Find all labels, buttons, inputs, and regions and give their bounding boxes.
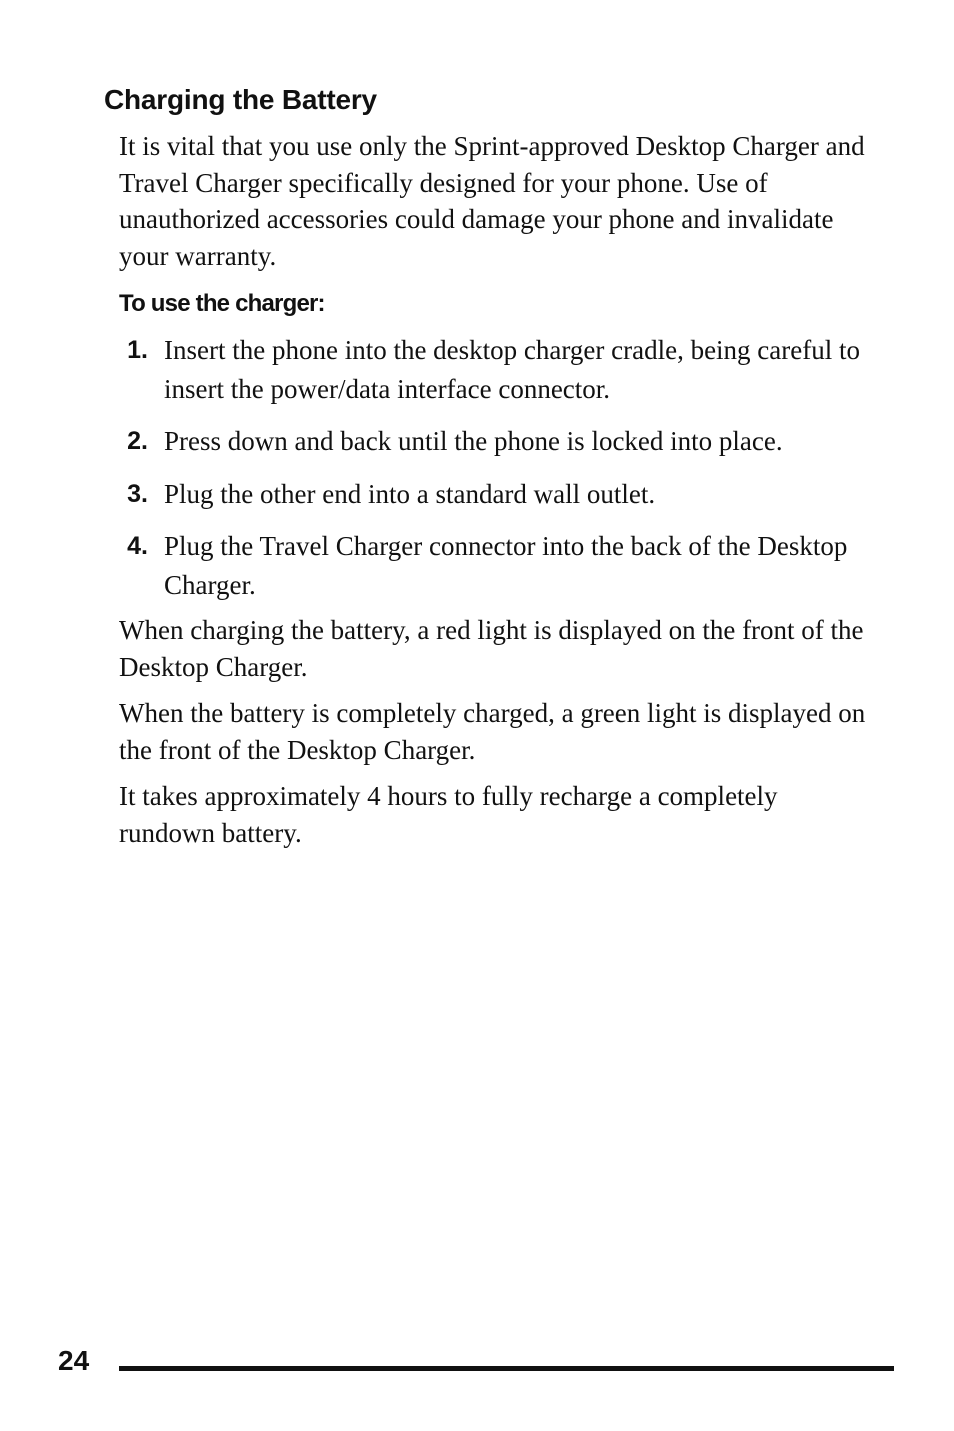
footer-rule — [119, 1366, 894, 1371]
step-text: Insert the phone into the desktop charger cradle, being careful to insert the power/data interface connector. — [164, 335, 860, 404]
page-number: 24 — [58, 1345, 90, 1376]
intro-paragraph: It is vital that you use only the Sprint-approved Desktop Charger and Travel Charger specifically designed for your phone. Use of unauthorized accessories could damage your phone and invalidate your warranty. — [119, 131, 865, 271]
recharge-time-paragraph: It takes approximately 4 hours to fully recharge a completely rundown battery. — [119, 781, 778, 848]
section-title: Charging the Battery — [104, 84, 377, 115]
step-text: Plug the Travel Charger connector into the back of the Desktop Charger. — [164, 531, 848, 600]
step-number: 1. — [127, 336, 148, 364]
step-item — [119, 527, 879, 604]
step-item — [119, 331, 879, 408]
red-light-paragraph: When charging the battery, a red light is displayed on the front of the Desktop Charger. — [119, 615, 864, 682]
step-item — [119, 422, 879, 461]
steps-list — [119, 331, 879, 604]
green-light-paragraph: When the battery is completely charged, a green light is displayed on the front of the Desktop Charger. — [119, 698, 866, 765]
step-number: 3. — [127, 479, 148, 508]
page-content — [119, 128, 879, 861]
step-text: Press down and back until the phone is locked into place. — [164, 426, 783, 456]
step-number: 4. — [127, 532, 148, 560]
procedure-subheading: To use the charger: — [119, 290, 325, 317]
step-text: Plug the other end into a standard wall outlet. — [164, 478, 656, 509]
step-number: 2. — [127, 427, 148, 455]
step-item — [119, 475, 879, 514]
